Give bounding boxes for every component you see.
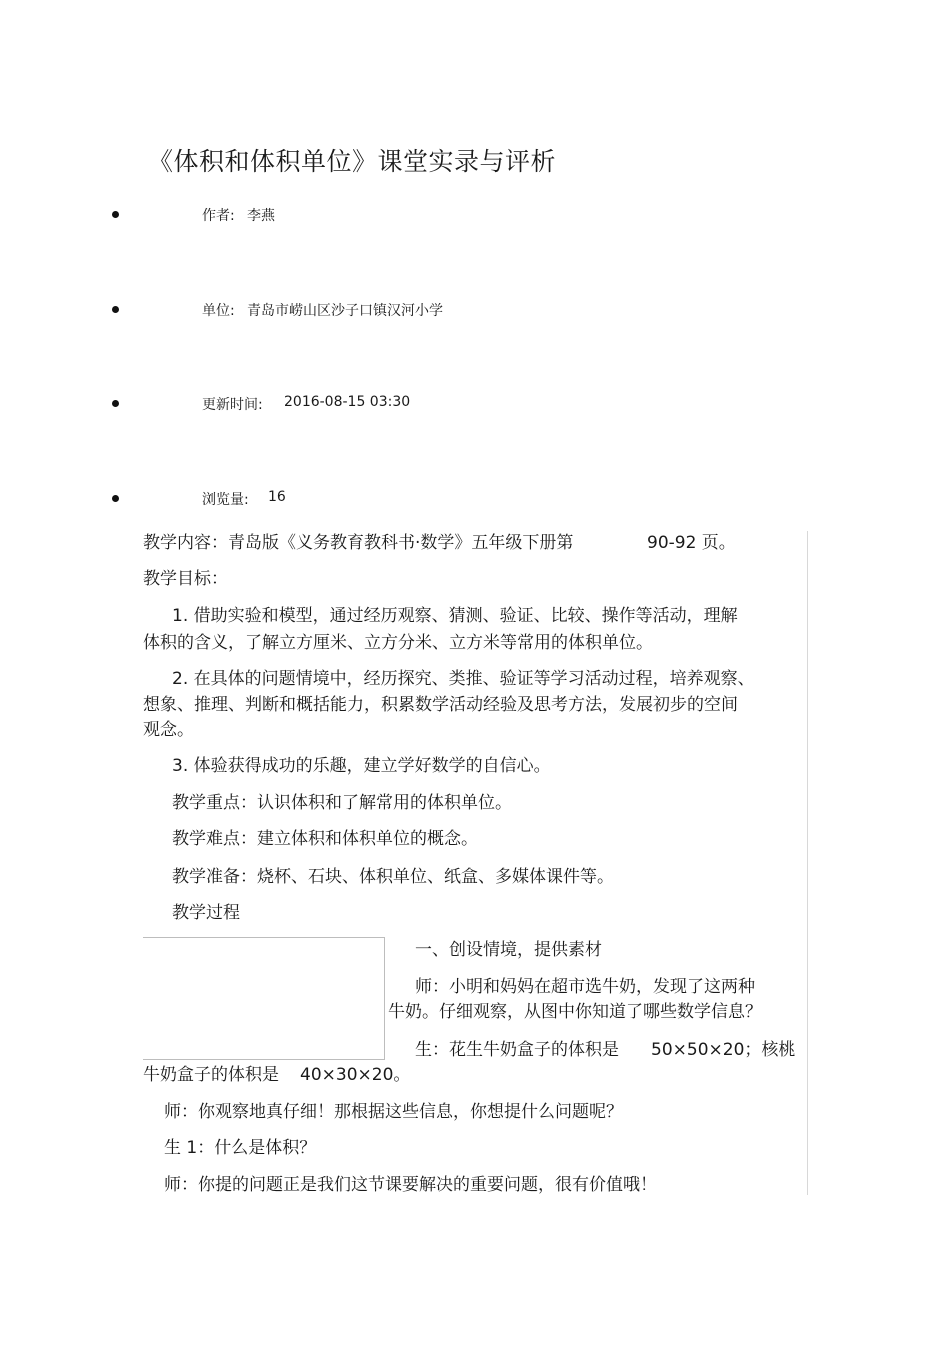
goal-line: 观念。 [143,720,194,740]
dialogue-line: 师：小明和妈妈在超市选牛奶，发现了这两种 [415,977,755,997]
goal-line: 3. 体验获得成功的乐趣，建立学好数学的自信心。 [172,756,551,776]
content-line: 90-92 页。 [647,533,736,553]
dialogue-line: 生：花生牛奶盒子的体积是 [415,1040,619,1060]
content-line: 教学重点：认识体积和了解常用的体积单位。 [172,793,512,813]
page-title: 《体积和体积单位》课堂实录与评析 [148,147,557,176]
dialogue-line: 师：你提的问题正是我们这节课要解决的重要问题，很有价值哦！ [164,1175,657,1195]
section-heading: 一、创设情境，提供素材 [415,940,602,960]
meta-value: 青岛市崂山区沙子口镇汉河小学 [247,303,443,319]
meta-unit [112,300,712,322]
goal-line: 1. 借助实验和模型，通过经历观察、猜测、验证、比较、操作等活动，理解 [172,606,738,626]
bullet-icon [112,211,119,218]
goal-line: 想象、推理、判断和概括能力，积累数学活动经验及思考方法，发展初步的空间 [143,695,738,715]
content-line: 教学内容：青岛版《义务教育教科书·数学》五年级下册第 [143,533,574,553]
dialogue-line: 生 1：什么是体积？ [164,1138,317,1158]
dialogue-line: 40×30×20。 [300,1065,411,1085]
meta-views [112,489,712,511]
content-line: 教学难点：建立体积和体积单位的概念。 [172,829,478,849]
bullet-icon [112,400,119,407]
section-label: 教学过程 [172,903,240,923]
section-label: 教学目标： [143,569,228,589]
image-placeholder [143,937,385,1060]
meta-value: 2016-08-15 03:30 [284,394,411,410]
meta-label: 更新时间: [202,397,263,413]
dialogue-line: 师：你观察地真仔细！那根据这些信息，你想提什么问题呢？ [164,1102,623,1122]
dialogue-line: 牛奶。仔细观察，从图中你知道了哪些数学信息？ [388,1002,762,1022]
meta-value: 李燕 [247,208,275,224]
meta-value: 16 [268,489,286,505]
goal-line: 体积的含义，了解立方厘米、立方分米、立方米等常用的体积单位。 [143,633,653,653]
meta-updated [112,394,712,416]
bullet-icon [112,495,119,502]
goal-line: 2. 在具体的问题情境中，经历探究、类推、验证等学习活动过程，培养观察、 [172,669,755,689]
dialogue-line: 牛奶盒子的体积是 [143,1065,279,1085]
meta-author [112,205,712,227]
bullet-icon [112,306,119,313]
meta-label: 浏览量: [202,492,249,508]
content-line: 教学准备：烧杯、石块、体积单位、纸盒、多媒体课件等。 [172,867,614,887]
dialogue-line: 50×50×20；核桃 [651,1040,796,1060]
meta-label: 单位: [202,303,235,319]
meta-label: 作者: [202,208,235,224]
